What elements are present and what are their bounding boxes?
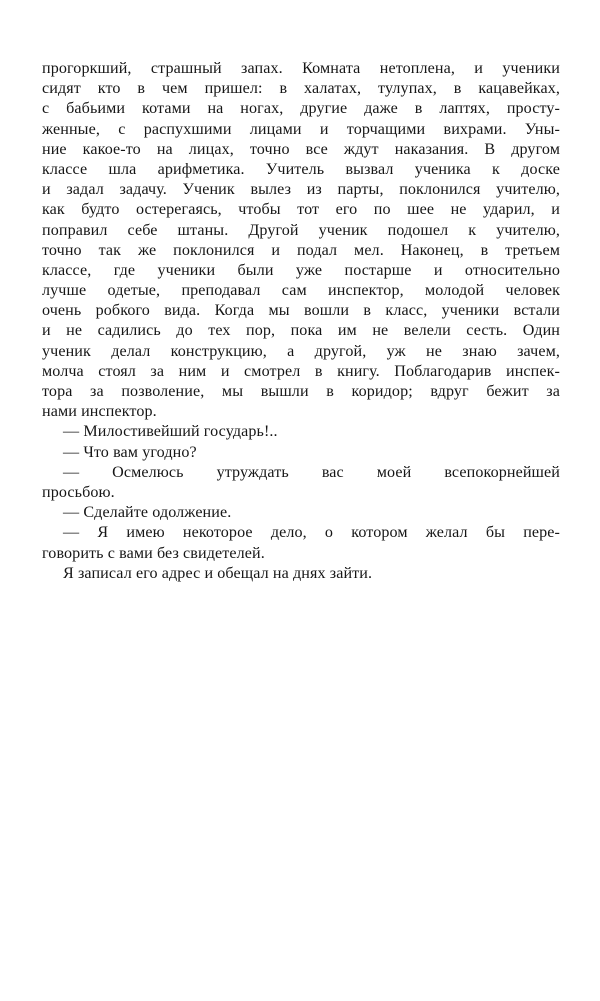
text-line: и не садились до тех пор, пока им не велели сесть. Один bbox=[42, 322, 560, 340]
text-line: тора за позволение, мы вышли в коридор; вдруг бежит за bbox=[42, 383, 560, 400]
dialogue-line: — Что вам угодно? bbox=[63, 443, 197, 461]
dialogue-line: просьбою. bbox=[42, 483, 115, 501]
text-line: ученик делал конструкцию, а другой, уж не знаю зачем, bbox=[42, 342, 560, 360]
text-line: женные, с распухшими лицами и торчащими вихрами. Уны- bbox=[42, 120, 560, 138]
text-line: как будто остерегаясь, чтобы тот его по шее не ударил, и bbox=[42, 201, 560, 219]
text-line: поправил себе штаны. Другой ученик подошел к учителю, bbox=[42, 221, 560, 239]
text-line: очень робкого вида. Когда мы вошли в класс, ученики встали bbox=[42, 302, 560, 320]
text-line: и задал задачу. Ученик вылез из парты, поклонился учителю, bbox=[42, 181, 560, 199]
text-line: классе шла арифметика. Учитель вызвал ученика к доске bbox=[42, 160, 560, 178]
text-line: классе, где ученики были уже постарше и относительно bbox=[42, 261, 560, 279]
page-text-column bbox=[42, 59, 560, 584]
text-line: нами инспектор. bbox=[42, 403, 157, 421]
text-line: сидят кто в чем пришел: в халатах, тулупах, в кацавейках, bbox=[42, 80, 560, 98]
dialogue-line: — Я имею некоторое дело, о котором желал бы пере- bbox=[63, 524, 560, 542]
dialogue-line: — Милостивейший государь!.. bbox=[63, 423, 278, 441]
dialogue-line: — Осмелюсь утруждать вас моей всепокорнейшей bbox=[63, 463, 560, 481]
dialogue-line: говорить с вами без свидетелей. bbox=[42, 544, 265, 562]
text-line: точно так же поклонился и подал мел. Наконец, в третьем bbox=[42, 241, 560, 259]
closing-line: Я записал его адрес и обещал на днях зайти. bbox=[63, 564, 373, 582]
text-line: молча стоял за ним и смотрел в книгу. Поблагодарив инспек- bbox=[42, 362, 560, 380]
text-line: с бабьими котами на ногах, другие даже в лаптях, просту- bbox=[42, 100, 560, 118]
dialogue-line: — Сделайте одолжение. bbox=[63, 504, 232, 522]
text-line: лучше одетые, преподавал сам инспектор, молодой человек bbox=[42, 282, 560, 300]
text-line: ние какое-то на лицах, точно все ждут наказания. В другом bbox=[42, 140, 560, 158]
text-line: прогоркший, страшный запах. Комната нетоплена, и ученики bbox=[42, 60, 560, 77]
